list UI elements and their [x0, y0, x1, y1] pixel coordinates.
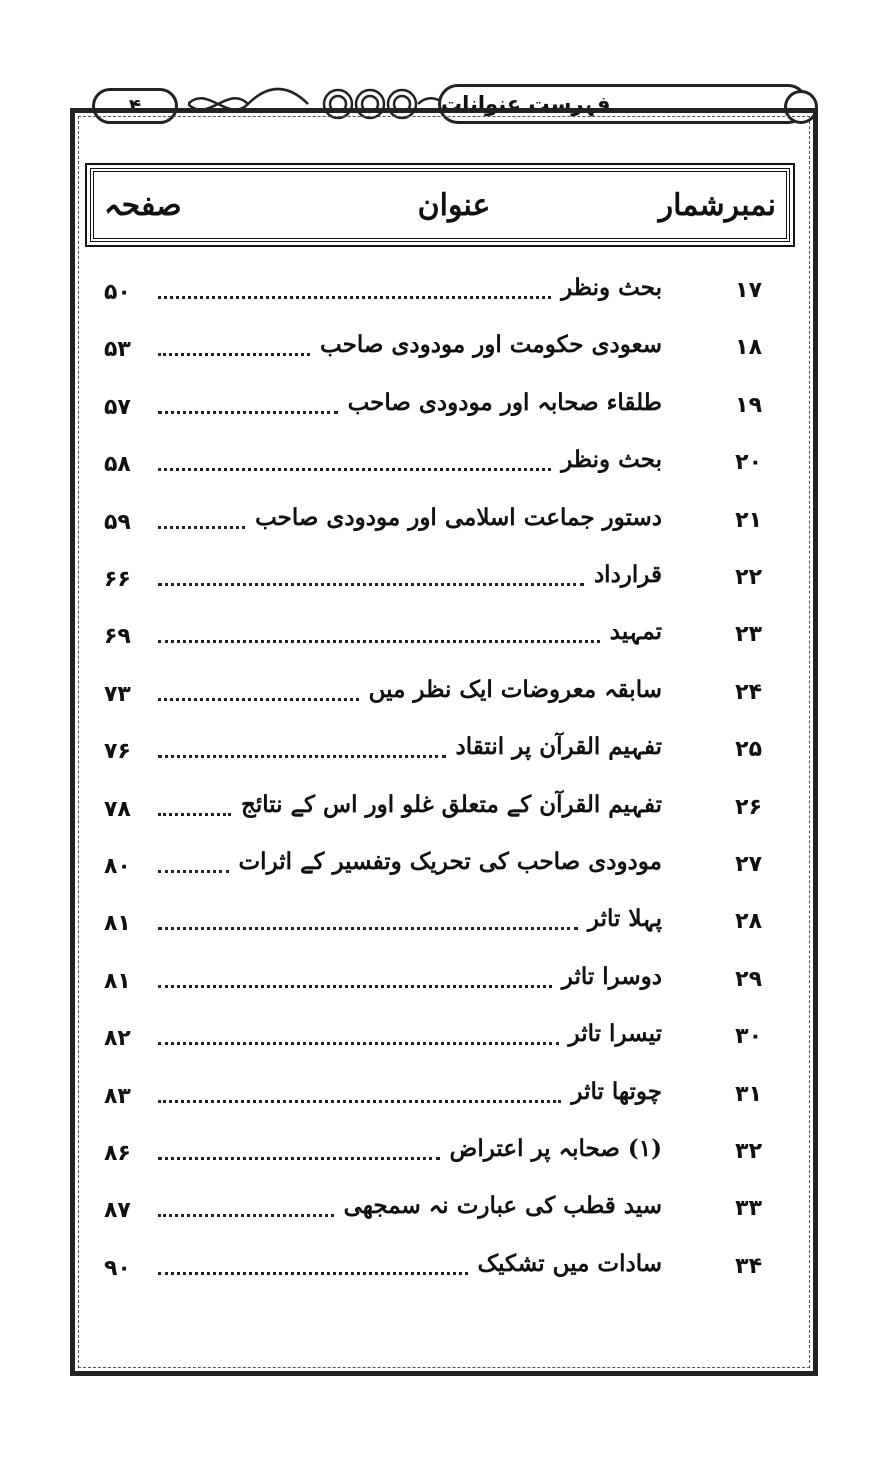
row-page: ۷۳: [104, 681, 131, 707]
row-number: ۱۹: [735, 392, 762, 418]
row-page: ۵۳: [104, 337, 131, 363]
dot-leader: [158, 1266, 468, 1275]
row-title: سابقہ معروضات ایک نظر میں: [365, 676, 662, 703]
row-number: ۲۴: [735, 679, 762, 705]
row-title: سادات میں تشکیک: [474, 1250, 663, 1277]
row-title: بحث ونظر: [557, 274, 662, 301]
dot-leader: [158, 692, 359, 701]
dot-leader: [158, 1036, 559, 1045]
row-title: تمہید: [606, 618, 662, 645]
row-page: ۵۰: [104, 280, 131, 305]
row-number: ۲۲: [735, 565, 762, 590]
row-number: ۳۳: [735, 1196, 762, 1222]
table-row: [100, 504, 780, 544]
row-page: ۵۷: [104, 394, 131, 420]
row-page: ۵۸: [104, 452, 131, 478]
row-title: دوسرا تاثر: [558, 963, 662, 990]
dot-leader: [158, 1151, 440, 1160]
page-title: فہرست عنوانات: [441, 92, 611, 116]
dot-leader: [158, 520, 245, 529]
row-number: ۳۴: [735, 1253, 762, 1279]
row-number: ۱۷: [735, 278, 762, 303]
row-number: ۲۶: [735, 794, 762, 820]
row-page: ۷۶: [104, 739, 131, 765]
row-title: تفہیم القرآن پر انتقاد: [452, 733, 663, 760]
dot-leader: [158, 979, 552, 988]
row-title: سید قطب کی عبارت نہ سمجھی: [340, 1192, 662, 1219]
table-row: [100, 618, 780, 658]
row-page: ۹۰: [104, 1255, 131, 1281]
table-row: [100, 1135, 780, 1175]
table-row: [100, 274, 780, 314]
row-page: ۸۷: [104, 1198, 131, 1224]
table-row: [100, 733, 780, 773]
table-row: [100, 561, 780, 601]
table-row: [100, 676, 780, 716]
row-number: ۱۸: [735, 335, 762, 361]
dot-leader: [158, 462, 551, 471]
row-number: ۲۳: [735, 622, 762, 648]
row-number: ۳۲: [735, 1139, 762, 1164]
dot-leader: [158, 634, 600, 643]
dot-leader: [158, 921, 578, 930]
dot-leader: [158, 347, 310, 356]
dot-leader: [158, 749, 446, 758]
row-number: ۲۵: [735, 737, 762, 763]
column-header-title: عنوان: [417, 188, 491, 223]
row-page: ۸۰: [104, 854, 131, 879]
row-page: ۸۱: [104, 968, 131, 994]
row-title: بحث ونظر: [557, 446, 662, 473]
table-row: [100, 1078, 780, 1118]
row-number: ۲۰: [735, 450, 762, 476]
table-row: [100, 1192, 780, 1232]
row-page: ۵۹: [104, 509, 131, 535]
row-number: ۲۹: [735, 966, 762, 992]
page-number: ۴: [128, 94, 142, 118]
row-page: ۸۳: [104, 1083, 131, 1109]
row-number: ۳۰: [735, 1024, 762, 1050]
row-title: مودودی صاحب کی تحریک وتفسیر کے اثرات: [235, 848, 662, 875]
row-number: ۲۸: [735, 909, 762, 935]
row-page: ۷۸: [104, 796, 131, 822]
dot-leader: [158, 864, 229, 873]
row-title: سعودی حکومت اور مودودی صاحب: [316, 331, 662, 358]
column-header-number: نمبرشمار: [658, 188, 776, 223]
row-number: ۲۱: [735, 507, 762, 533]
row-page: ۸۲: [104, 1026, 131, 1052]
row-page: ۸۱: [104, 911, 131, 937]
row-title: دستور جماعت اسلامی اور مودودی صاحب: [251, 504, 662, 531]
row-title: تیسرا تاثر: [565, 1020, 662, 1047]
row-page: ۶۶: [104, 567, 131, 592]
row-title: پہلا تاثر: [584, 905, 662, 932]
row-title: قرارداد: [590, 561, 662, 588]
row-title: (۱) صحابہ پر اعتراض: [446, 1135, 662, 1162]
table-row: [100, 1020, 780, 1060]
dot-leader: [158, 577, 584, 586]
row-page: ۸۶: [104, 1141, 131, 1166]
row-title: طلقاء صحابہ اور مودودی صاحب: [344, 389, 662, 416]
row-page: ۶۹: [104, 624, 131, 650]
row-number: ۲۷: [735, 852, 762, 877]
column-header-page: صفحہ: [104, 188, 182, 223]
dot-leader: [158, 1094, 561, 1103]
row-number: ۳۱: [735, 1081, 762, 1107]
table-header: [90, 168, 790, 242]
dot-leader: [158, 1208, 334, 1217]
row-title: چوتھا تاثر: [567, 1078, 662, 1105]
table-row: [100, 446, 780, 486]
dot-leader: [158, 807, 231, 816]
table-row: [100, 331, 780, 371]
table-row: [100, 389, 780, 429]
table-row: [100, 848, 780, 888]
table-row: [100, 905, 780, 945]
table-row: [100, 1250, 780, 1290]
table-row: [100, 963, 780, 1003]
table-row: [100, 791, 780, 831]
dot-leader: [158, 405, 338, 414]
row-title: تفہیم القرآن کے متعلق غلو اور اس کے نتائج: [237, 791, 662, 818]
dot-leader: [158, 290, 551, 299]
